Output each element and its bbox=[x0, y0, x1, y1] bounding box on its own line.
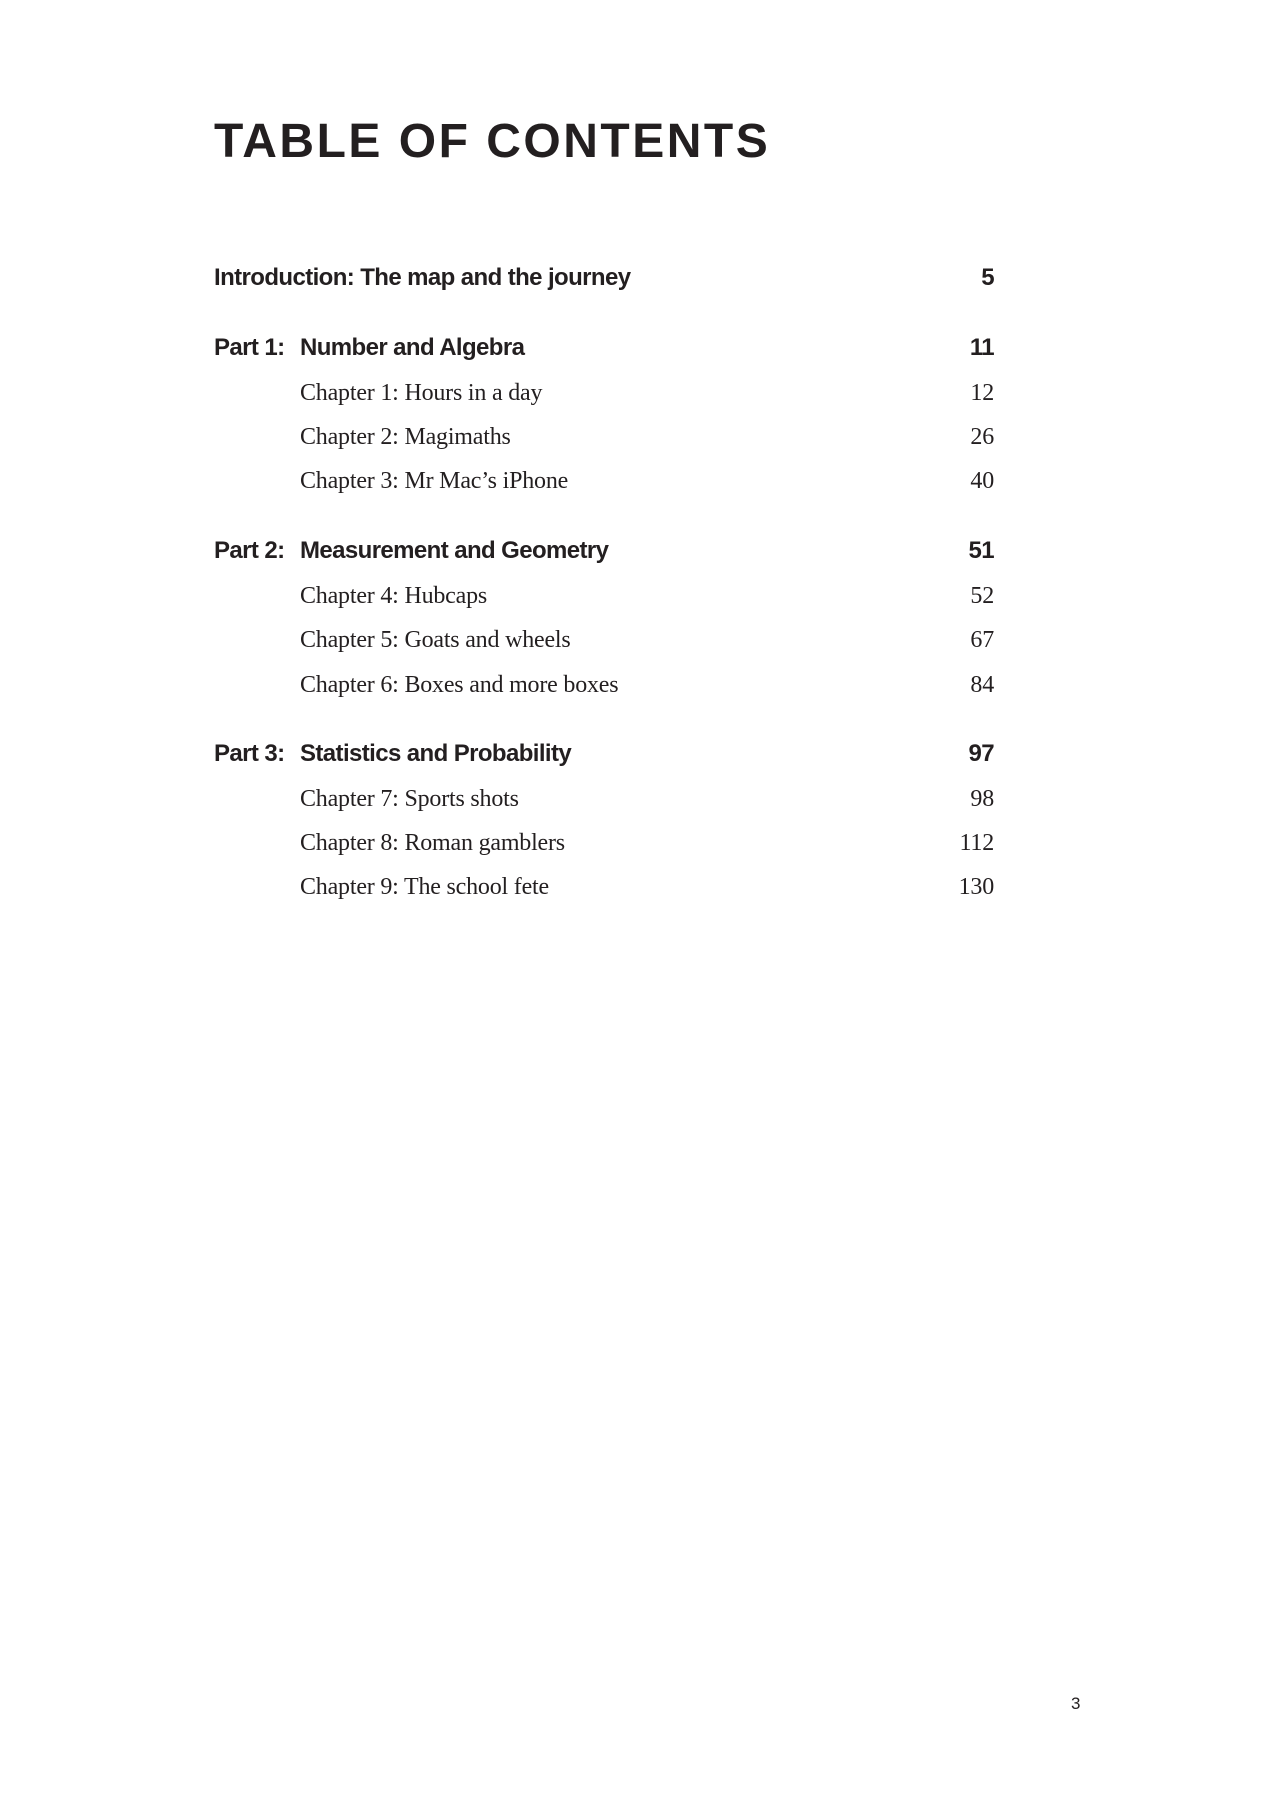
part-title: Number and Algebra bbox=[300, 334, 525, 361]
part-prefix: Part 3: bbox=[214, 740, 285, 767]
toc-part-1[interactable] bbox=[214, 328, 994, 360]
toc-page-number: 51 bbox=[968, 537, 994, 564]
chapter-label: Chapter 4: Hubcaps bbox=[300, 583, 488, 609]
toc-page-number: 11 bbox=[969, 334, 994, 361]
chapter-label: Chapter 1: Hours in a day bbox=[300, 380, 543, 406]
toc-part-3[interactable] bbox=[214, 734, 994, 766]
toc-page-number: 5 bbox=[981, 264, 994, 291]
toc-page-number: 84 bbox=[970, 672, 994, 698]
page-title: TABLE OF CONTENTS bbox=[214, 115, 771, 168]
toc-page-number: 130 bbox=[958, 874, 994, 900]
toc-entry-introduction[interactable] bbox=[214, 258, 994, 290]
chapter-label: Chapter 6: Boxes and more boxes bbox=[300, 672, 619, 698]
toc-page-number: 26 bbox=[970, 424, 994, 450]
toc-chapter-7[interactable] bbox=[214, 779, 994, 811]
toc-page-number: 112 bbox=[959, 830, 994, 856]
toc-page-number: 52 bbox=[970, 583, 994, 609]
toc-chapter-9[interactable] bbox=[214, 867, 994, 899]
chapter-label: Chapter 3: Mr Mac’s iPhone bbox=[300, 468, 569, 494]
chapter-label: Chapter 2: Magimaths bbox=[300, 424, 511, 450]
toc-page-number: 67 bbox=[970, 627, 994, 653]
page-number: 3 bbox=[1071, 1694, 1081, 1713]
chapter-label: Chapter 9: The school fete bbox=[300, 874, 549, 900]
toc-chapter-2[interactable] bbox=[214, 417, 994, 449]
toc-page-number: 12 bbox=[970, 380, 994, 406]
toc-entry-label: Introduction: The map and the journey bbox=[214, 264, 631, 291]
toc-part-2[interactable] bbox=[214, 531, 994, 563]
toc-chapter-1[interactable] bbox=[214, 373, 994, 405]
part-title: Measurement and Geometry bbox=[300, 537, 609, 564]
part-prefix: Part 1: bbox=[214, 334, 285, 361]
toc-chapter-3[interactable] bbox=[214, 461, 994, 493]
part-prefix: Part 2: bbox=[214, 537, 285, 564]
toc-chapter-4[interactable] bbox=[214, 576, 994, 608]
chapter-label: Chapter 7: Sports shots bbox=[300, 786, 519, 812]
chapter-label: Chapter 8: Roman gamblers bbox=[300, 830, 565, 856]
toc-page-number: 98 bbox=[970, 786, 994, 812]
toc-page-number: 40 bbox=[970, 468, 994, 494]
toc-chapter-8[interactable] bbox=[214, 823, 994, 855]
toc-chapter-6[interactable] bbox=[214, 665, 994, 697]
toc-chapter-5[interactable] bbox=[214, 620, 994, 652]
toc-page-number: 97 bbox=[968, 740, 994, 767]
chapter-label: Chapter 5: Goats and wheels bbox=[300, 627, 571, 653]
part-title: Statistics and Probability bbox=[300, 740, 572, 767]
